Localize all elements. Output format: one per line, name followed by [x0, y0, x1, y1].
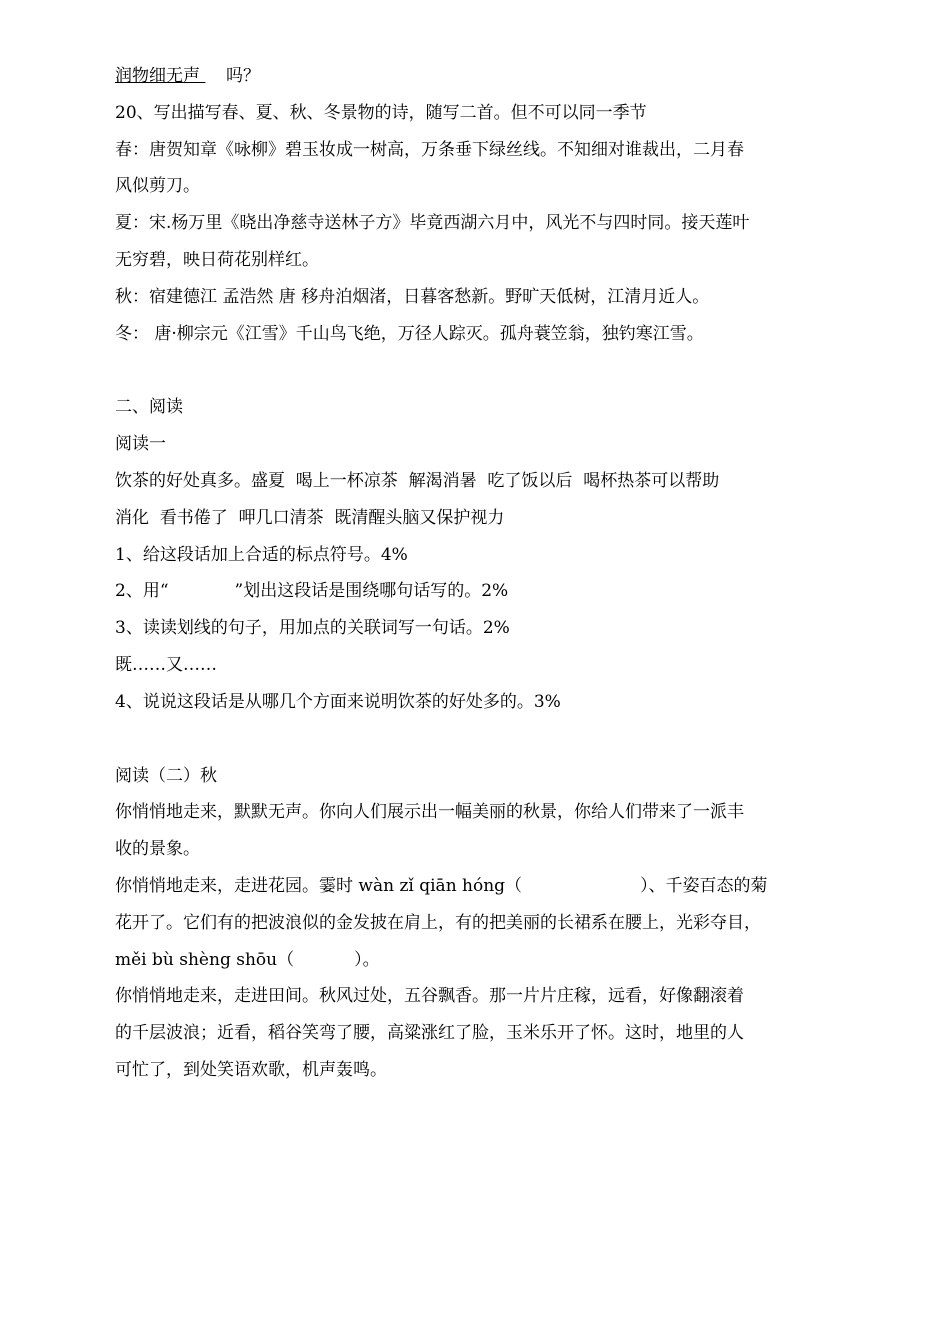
summer-poem-line-1: 夏：宋.杨万里《晓出净慈寺送林子方》毕竟西湖六月中，风光不与四时同。接天莲叶: [115, 213, 750, 234]
spacer: [115, 352, 855, 389]
reading-2-paragraph-3-line-3: 可忙了，到处笑语欢歌，机声轰鸣。: [115, 1059, 387, 1080]
reading-2-paragraph-3-line-2: 的千层波浪；近看，稻谷笑弯了腰，高粱涨红了脸，玉米乐开了怀。这时，地里的人: [115, 1023, 744, 1044]
summer-poem-line-2: 无穷碧，映日荷花别样红。: [115, 249, 319, 270]
reading-2-paragraph-2-line-1: [115, 868, 855, 905]
reading-2-paragraph-2-line-3: [115, 942, 855, 979]
reading-1-question-1: 1、给这段话加上合适的标点符号。4%: [115, 544, 408, 565]
section-heading-reading: 二、阅读: [115, 397, 183, 418]
document-page: [115, 58, 855, 1089]
paragraph-2-line-3-end: ）。: [354, 949, 380, 970]
reading-1-paragraph-line-1: 饮茶的好处真多。盛夏 喝上一杯凉茶 解渴消暑 吃了饭以后 喝杯热茶可以帮助: [115, 470, 720, 491]
reading-2-paragraph-2-line-2: 花开了。它们有的把波浪似的金发披在肩上，有的把美丽的长裙系在腰上，光彩夺目，: [115, 912, 761, 933]
autumn-poem-line: 秋：宿建德江 孟浩然 唐 移舟泊烟渚，日暮客愁新。野旷天低树，江清月近人。: [115, 286, 710, 307]
reading-2-paragraph-1-line-1: 你悄悄地走来，默默无声。你向人们展示出一幅美丽的秋景，你给人们带来了一派丰: [115, 802, 744, 823]
paragraph-2-line-1-end: ）、千姿百态的菊: [640, 875, 768, 896]
reading-1-paragraph-line-2: 消化 看书倦了 呷几口清茶 既清醒头脑又保护视力: [115, 507, 505, 528]
question-tail: 吗？: [226, 66, 260, 86]
reading-2-paragraph-3-line-1: 你悄悄地走来，走进田间。秋风过处，五谷飘香。那一片片庄稼，远看，好像翻滚着: [115, 986, 744, 1007]
reading-1-question-2: [115, 573, 855, 610]
pinyin-prompt-1: 你悄悄地走来，走进花园。霎时 wàn zǐ qiān hóng（: [115, 875, 523, 896]
winter-poem-line: 冬： 唐·柳宗元《江雪》千山鸟飞绝，万径人踪灭。孤舟蓑笠翁，独钓寒江雪。: [115, 323, 704, 344]
spring-poem-line-1: 春：唐贺知章《咏柳》碧玉妆成一树高，万条垂下绿丝线。不知细对谁裁出，二月春: [115, 139, 744, 160]
spring-poem-line-2: 风似剪刀。: [115, 176, 200, 197]
reading-2-paragraph-1-line-2: 收的景象。: [115, 839, 200, 860]
poem-answer-line: [115, 58, 855, 95]
question-20: 20、写出描写春、夏、秋、冬景物的诗，随写二首。但不可以同一季节: [115, 102, 647, 123]
reading-2-title: 阅读（二）秋: [115, 765, 217, 786]
spacer: [115, 721, 855, 758]
question-2-end: ”划出这段话是围绕哪句话写的。2%: [234, 581, 509, 602]
question-2-start: 2、用“: [115, 581, 169, 602]
answer-underline-blank: [200, 58, 226, 95]
underlined-answer: 润物细无声: [115, 66, 200, 86]
reading-1-question-3: 3、读读划线的句子，用加点的关联词写一句话。2%: [115, 618, 510, 639]
reading-1-question-3-pattern: 既……又……: [115, 654, 217, 675]
reading-1-title: 阅读一: [115, 434, 166, 455]
pinyin-prompt-2: měi bù shèng shōu（: [115, 949, 295, 970]
reading-1-question-4: 4、说说这段话是从哪几个方面来说明饮茶的好处多的。3%: [115, 691, 561, 712]
